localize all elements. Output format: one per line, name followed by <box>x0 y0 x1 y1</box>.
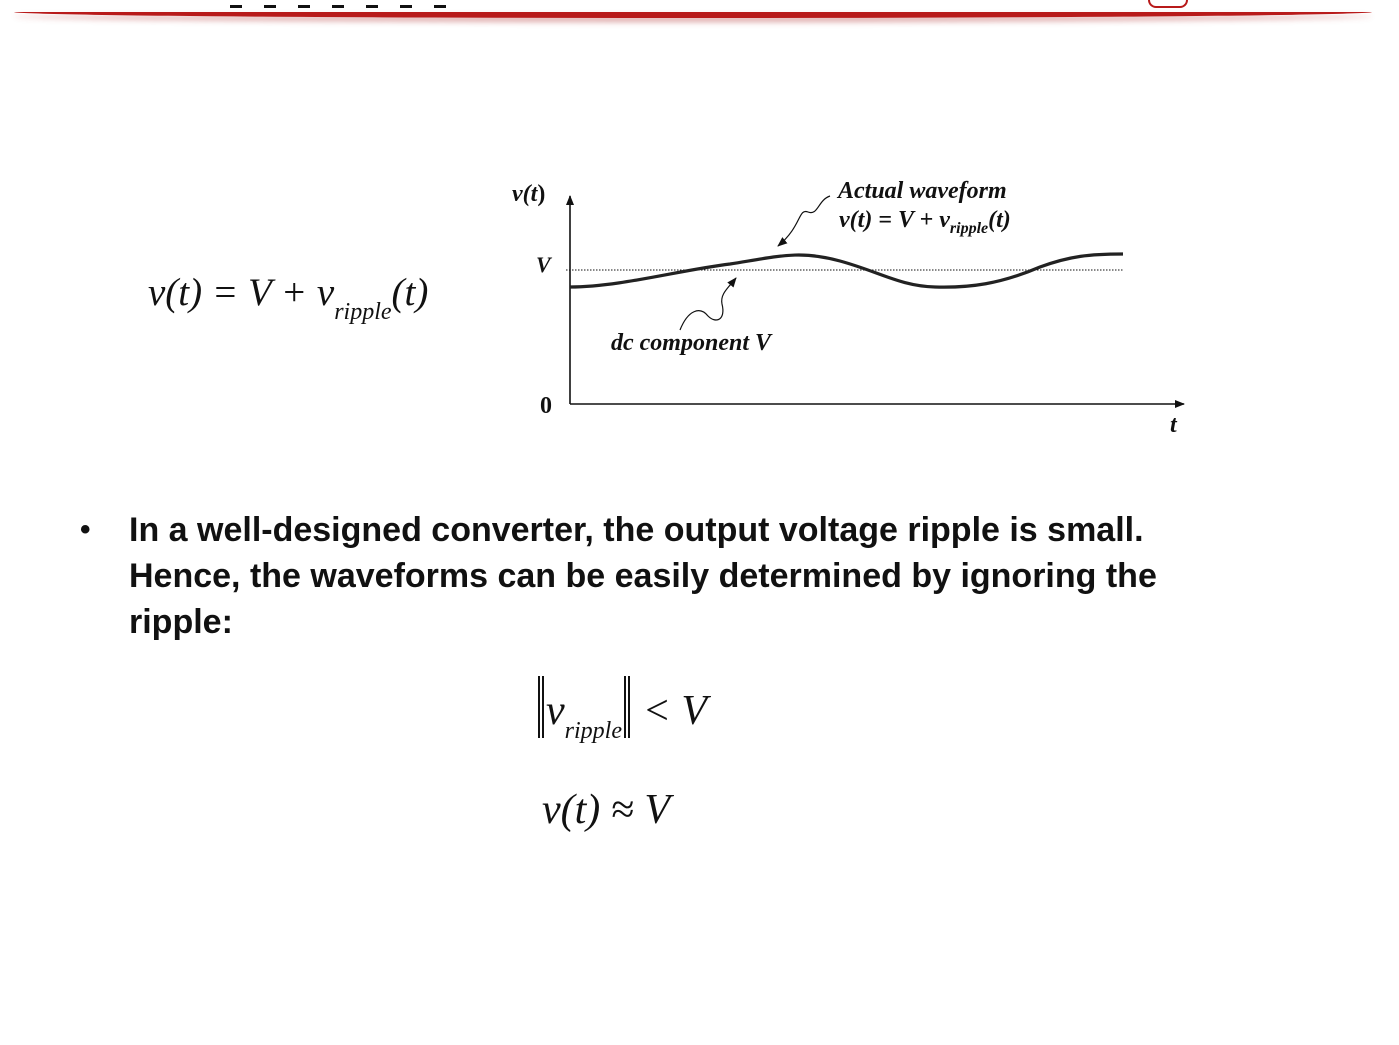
dc-level-label: V <box>536 252 551 277</box>
zero-label: 0 <box>540 393 552 419</box>
approx-equation: v(t) ≈ V <box>542 787 670 833</box>
ripple-equation-rhs: (t) <box>391 271 429 314</box>
ripple-inequality-var: v <box>546 688 565 734</box>
actual-waveform-curve <box>570 254 1123 287</box>
title-fragment <box>230 0 530 8</box>
ripple-equation-subscript: ripple <box>334 299 392 325</box>
header-rule <box>14 12 1372 18</box>
ripple-inequality <box>536 676 707 744</box>
x-axis-label: t <box>1170 412 1177 438</box>
ripple-inequality-rest: < V <box>642 688 707 734</box>
waveform-diagram <box>500 170 1200 450</box>
y-axis-label: v(t) <box>512 181 546 207</box>
norm-bar-right <box>624 676 630 738</box>
ripple-bullet <box>80 507 1190 645</box>
dc-component-label: dc component V <box>611 330 771 356</box>
logo-icon <box>1148 0 1188 8</box>
bullet-text: In a well-designed converter, the output voltage ripple is small. Hence, the waveforms can be easily determined by ignoring the ripple: <box>129 511 1157 641</box>
bullet-marker: • <box>80 513 91 546</box>
actual-waveform-formula: $v(t) = V + v_{ripple}(t)$ <box>839 207 1011 237</box>
ripple-inequality-subscript: ripple <box>564 718 622 744</box>
waveform-pointer <box>778 196 830 246</box>
dc-pointer <box>680 278 736 330</box>
ripple-equation <box>148 270 429 325</box>
actual-waveform-title: Actual waveform <box>838 178 1007 204</box>
ripple-equation-lhs: v(t) = V + v <box>148 271 335 314</box>
norm-bar-left <box>538 676 544 738</box>
